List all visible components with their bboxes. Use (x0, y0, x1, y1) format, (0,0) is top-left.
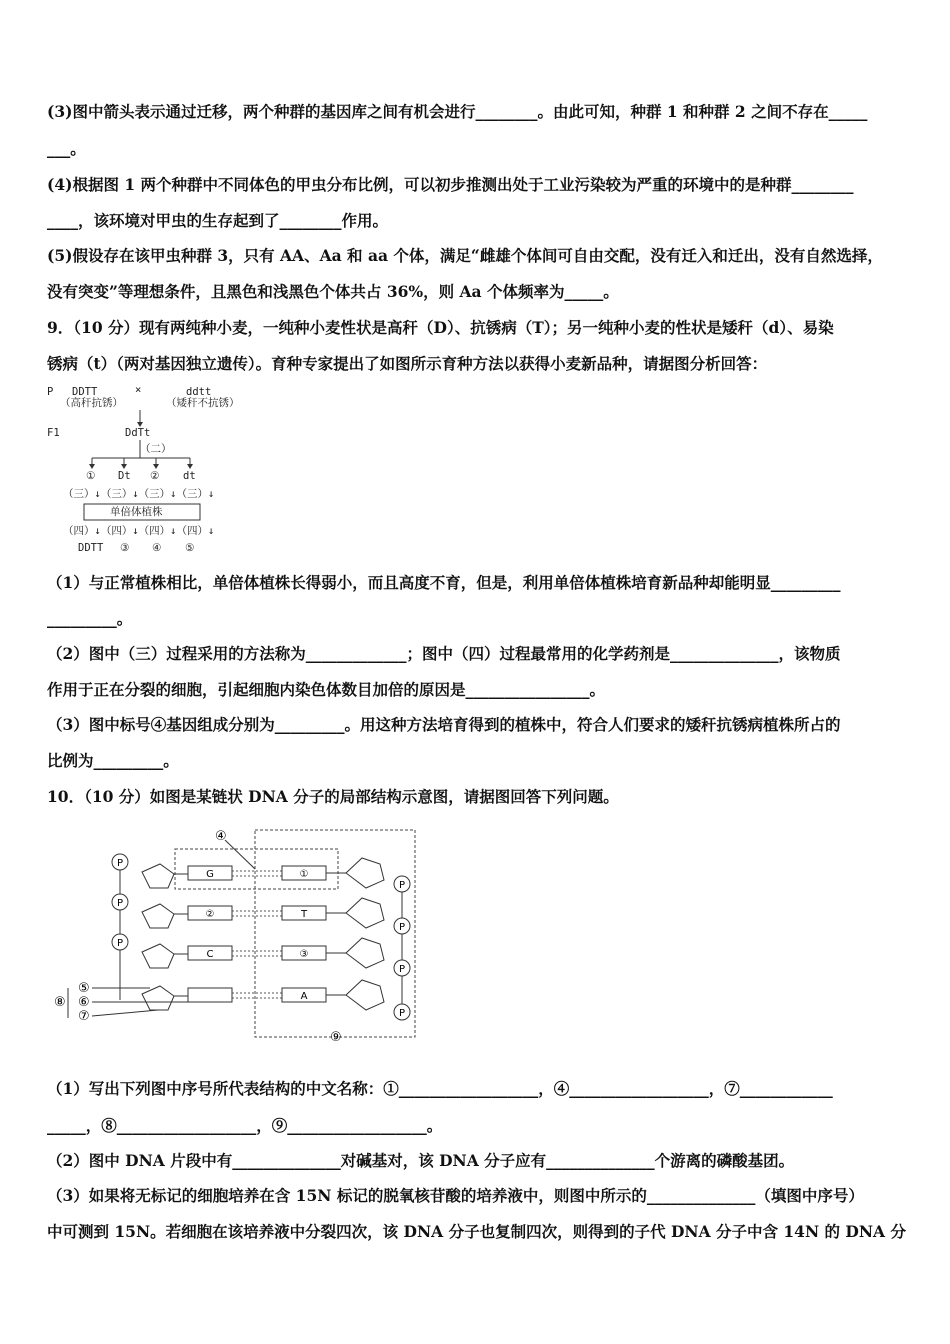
q9-2-line1: （2）图中（三）过程采用的方法称为_____________；图中（四）过程最常用的化学药剂是______________，该物质 (47, 644, 841, 663)
dna-diagram (50, 822, 430, 1047)
gamete-2: Dt (118, 470, 131, 482)
phosphate-l3: P (116, 938, 124, 949)
q10-3-line2: 中可测到 15N。若细胞在该培养液中分裂四次，该 DNA 分子也复制四次，则得到的子代 DNA 分子中含 14N 的 DNA 分 (47, 1222, 906, 1241)
result-1: DDTT (78, 542, 104, 554)
q8-3-line1: (3)图中箭头表示通过迁移，两个种群的基因库之间有机会进行________。由此可知，种群 1 和种群 2 之间不存在_____ (47, 102, 868, 121)
step3-row: （三）↓（三）↓（三）↓（三）↓ (63, 488, 215, 500)
q8-5-line2: 没有突变”等理想条件，且黑色和浅黑色个体共占 36%，则 Aa 个体频率为_____。 (47, 282, 619, 301)
gamete-3: ② (150, 470, 160, 482)
gamete-1: ① (86, 470, 96, 482)
phosphate-r3: P (398, 964, 406, 975)
q9-1-line1: （1）与正常植株相比，单倍体植株长得弱小，而且高度不育，但是，利用单倍体植株培育新品种却能明显_________ (47, 573, 841, 592)
label-5: ⑤ (78, 981, 90, 996)
result-4: ⑤ (185, 542, 195, 554)
dna-row-4 (142, 980, 410, 1020)
label-9: ⑨ (330, 1030, 342, 1045)
step2-label: （二） (140, 443, 172, 455)
q9-intro-line1: 9．（10 分）现有两纯种小麦，一纯种小麦性状是高秆（D）、抗锈病（T）；另一纯种小麦的性状是矮秆（d）、易染 (47, 318, 834, 337)
q8-5-line1: (5)假设存在该甲虫种群 3，只有 AA、Aa 和 aa 个体，满足“雌雄个体间可自由交配，没有迁入和迁出，没有自然选择， (47, 246, 883, 265)
result-2: ③ (120, 542, 130, 554)
label-6: ⑥ (78, 995, 90, 1010)
parent1-desc: （高秆抗锈） (60, 397, 123, 409)
label-8: ⑧ (54, 995, 66, 1010)
parent1: DDTT (72, 386, 98, 398)
gamete-4: dt (183, 470, 196, 482)
f1-genotype: DdTt (125, 427, 151, 439)
q10-3-line1: （3）如果将无标记的细胞培养在含 15N 标记的脱氧核苷酸的培养液中，则图中所示的______________（填图中序号） (47, 1186, 864, 1205)
q10-intro: 10．（10 分）如图是某链状 DNA 分子的局部结构示意图，请据图回答下列问题。 (47, 787, 619, 806)
step4-row: （四）↓（四）↓（四）↓（四）↓ (63, 525, 215, 537)
p-label: P (47, 386, 54, 398)
q8-4-line2: ____，该环境对甲虫的生存起到了________作用。 (47, 211, 389, 230)
left-base-1: G (206, 869, 214, 880)
phosphate-r1: P (398, 880, 406, 891)
q9-1-line2: _________。 (47, 609, 133, 628)
phosphate-l2: P (116, 898, 124, 909)
parent2: ddtt (186, 386, 212, 398)
left-base-2: ② (205, 909, 215, 920)
q9-intro-line2: 锈病（t）（两对基因独立遗传）。育种专家提出了如图所示育种方法以获得小麦新品种，请据图分析回答： (47, 354, 768, 373)
parent2-desc: （矮秆不抗锈） (166, 397, 240, 409)
dna-row-2 (112, 894, 410, 934)
phosphate-l1: P (116, 858, 124, 869)
q10-1-line2: _____，⑧__________________，⑨__________________。 (47, 1116, 443, 1135)
q10-2: （2）图中 DNA 片段中有______________对碱基对，该 DNA 分子应有______________个游离的磷酸基团。 (47, 1151, 795, 1170)
q8-3-line2: ___。 (47, 139, 86, 158)
dna-row-1 (112, 854, 410, 892)
label-7: ⑦ (78, 1009, 90, 1024)
phosphate-r4: P (398, 1008, 406, 1019)
right-base-4: A (300, 991, 308, 1002)
cross-symbol: × (135, 384, 142, 396)
right-base-3: ③ (299, 949, 309, 960)
q10-1-line1: （1）写出下列图中序号所代表结构的中文名称：①__________________，④__________________，⑦____________ (47, 1079, 833, 1098)
dna-row-3 (112, 934, 410, 976)
right-base-1: ① (299, 869, 309, 880)
result-3: ④ (152, 542, 162, 554)
phosphate-r2: P (398, 922, 406, 933)
q8-4-line1: (4)根据图 1 两个种群中不同体色的甲虫分布比例，可以初步推测出处于工业污染较为严重的环境中的是种群________ (47, 175, 854, 194)
haploid-box: 单倍体植株 (110, 506, 163, 518)
label-4: ④ (215, 829, 227, 844)
right-base-2: T (300, 909, 308, 920)
q9-3-line1: （3）图中标号④基因组成分别为_________。用这种方法培育得到的植株中，符合人们要求的矮秆抗锈病植株所占的 (47, 715, 841, 734)
f1-label: F1 (47, 427, 60, 439)
q9-2-line2: 作用于正在分裂的细胞，引起细胞内染色体数目加倍的原因是________________。 (47, 680, 606, 699)
left-base-3: C (206, 949, 214, 960)
q9-3-line2: 比例为_________。 (47, 751, 179, 770)
